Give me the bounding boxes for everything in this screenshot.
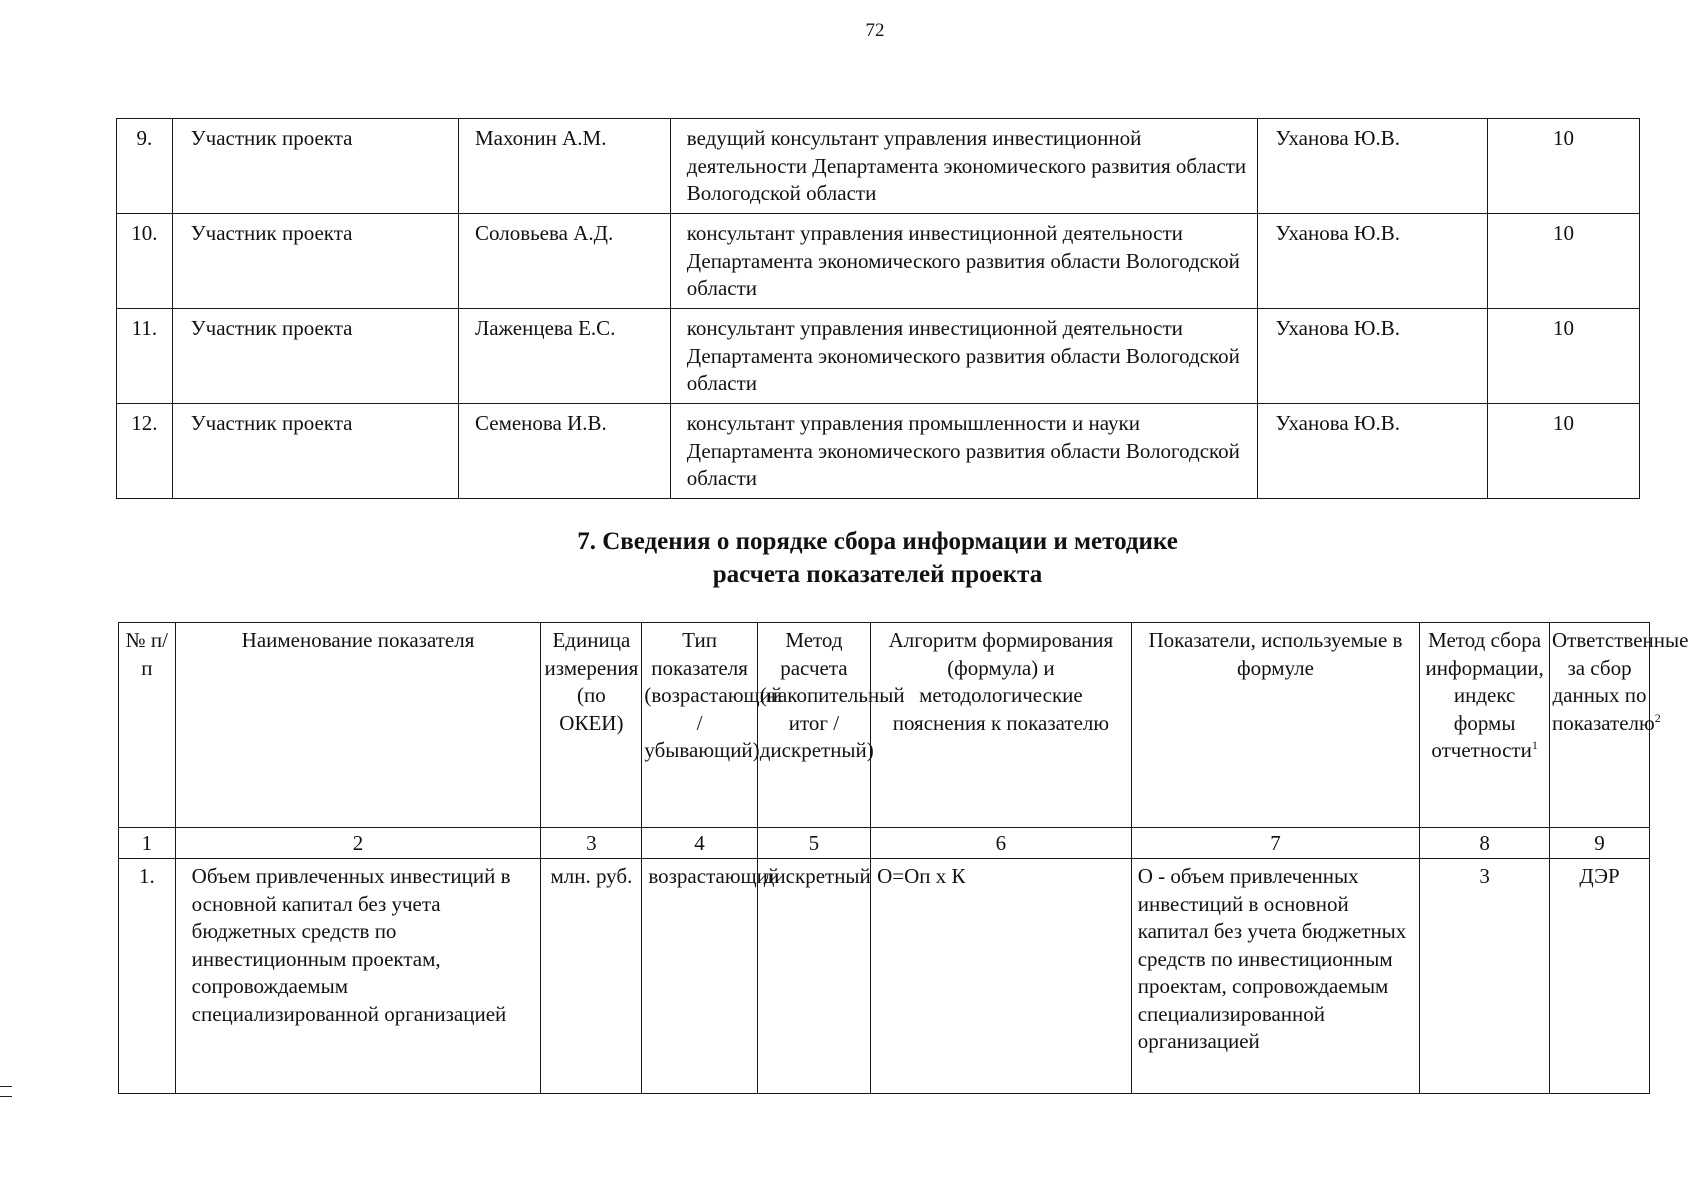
header-responsible bbox=[1550, 623, 1689, 828]
margin-mark bbox=[0, 1086, 12, 1087]
page-number: 72 bbox=[865, 20, 885, 41]
indicator-collection: 3 bbox=[1420, 859, 1550, 1094]
indicators-table bbox=[118, 622, 1689, 1094]
column-number: 5 bbox=[757, 828, 870, 859]
participant-num: 9. bbox=[117, 119, 173, 214]
participant-supervisor: Уханова Ю.В. bbox=[1257, 404, 1487, 499]
column-number: 8 bbox=[1420, 828, 1550, 859]
column-number: 7 bbox=[1131, 828, 1419, 859]
participant-person: Махонин А.М. bbox=[458, 119, 670, 214]
header-unit: Единица измерения (по ОКЕИ) bbox=[541, 623, 642, 828]
participant-role: Участник проекта bbox=[172, 309, 458, 404]
header-type: Тип показателя (возрастающий / убывающий) bbox=[642, 623, 757, 828]
participant-role: Участник проекта bbox=[172, 214, 458, 309]
participant-position: ведущий консультант управления инвестиционной деятельности Департамента экономического развития области Вологодской области bbox=[670, 119, 1257, 214]
participant-percent: 10 bbox=[1488, 119, 1640, 214]
indicator-responsible: ДЭР bbox=[1550, 859, 1650, 1094]
participant-percent: 10 bbox=[1488, 214, 1640, 309]
column-number: 2 bbox=[175, 828, 541, 859]
footnote-1-marker: 1 bbox=[1531, 738, 1538, 752]
participant-percent: 10 bbox=[1488, 309, 1640, 404]
column-number: 1 bbox=[119, 828, 176, 859]
indicator-algorithm: О=Оп х К bbox=[871, 859, 1132, 1094]
participant-num: 12. bbox=[117, 404, 173, 499]
indicator-row bbox=[119, 859, 1650, 1094]
participant-position: консультант управления инвестиционной деятельности Департамента экономического развития области Вологодской области bbox=[670, 309, 1257, 404]
section-title bbox=[420, 525, 1335, 591]
participant-person: Семенова И.В. bbox=[458, 404, 670, 499]
indicator-method: дискретный bbox=[757, 859, 870, 1094]
participant-person: Соловьева А.Д. bbox=[458, 214, 670, 309]
column-number: 3 bbox=[541, 828, 642, 859]
indicator-num: 1. bbox=[119, 859, 176, 1094]
indicators-header-row bbox=[119, 623, 1650, 828]
indicator-type: возрастающий bbox=[642, 859, 757, 1094]
footnote-2-marker: 2 bbox=[1654, 710, 1661, 725]
participant-num: 11. bbox=[117, 309, 173, 404]
margin-mark bbox=[0, 1096, 12, 1097]
participant-supervisor: Уханова Ю.В. bbox=[1257, 214, 1487, 309]
column-numbers-row bbox=[119, 828, 1650, 859]
participant-role: Участник проекта bbox=[172, 119, 458, 214]
participant-row bbox=[117, 404, 1640, 499]
indicator-unit: млн. руб. bbox=[541, 859, 642, 1094]
header-formula-vars: Показатели, используемые в формуле bbox=[1131, 623, 1419, 828]
participant-percent: 10 bbox=[1488, 404, 1640, 499]
participant-row bbox=[117, 214, 1640, 309]
header-algorithm: Алгоритм формирования (формула) и методологические пояснения к показателю bbox=[871, 623, 1132, 828]
header-collection bbox=[1420, 623, 1550, 828]
participant-row bbox=[117, 309, 1640, 404]
indicator-name: Объем привлеченных инвестиций в основной капитал без учета бюджетных средств по инвестиционным проектам, сопровождаемым специализированной организацией bbox=[175, 859, 541, 1094]
participant-role: Участник проекта bbox=[172, 404, 458, 499]
header-responsible-text: Ответственные за сбор данных по показателю bbox=[1552, 628, 1689, 735]
participant-num: 10. bbox=[117, 214, 173, 309]
header-method: Метод расчета (накопительный итог / дискретный) bbox=[757, 623, 870, 828]
participant-position: консультант управления инвестиционной деятельности Департамента экономического развития области Вологодской области bbox=[670, 214, 1257, 309]
header-collection-text: Метод сбора информации, индекс формы отчетности bbox=[1425, 628, 1544, 762]
header-num: № п/п bbox=[119, 623, 176, 828]
section-title-line1: 7. Сведения о порядке сбора информации и методике bbox=[577, 528, 1178, 555]
participant-supervisor: Уханова Ю.В. bbox=[1257, 309, 1487, 404]
column-number: 6 bbox=[871, 828, 1132, 859]
indicator-formula-vars: О - объем привлеченных инвестиций в основной капитал без учета бюджетных средств по инвестиционным проектам, сопровождаемым специализированной организацией bbox=[1131, 859, 1419, 1094]
participant-row bbox=[117, 119, 1640, 214]
participant-position: консультант управления промышленности и науки Департамента экономического развития области Вологодской области bbox=[670, 404, 1257, 499]
participants-table bbox=[116, 118, 1640, 499]
column-number: 9 bbox=[1550, 828, 1650, 859]
participant-person: Лаженцева Е.С. bbox=[458, 309, 670, 404]
column-number: 4 bbox=[642, 828, 757, 859]
participant-supervisor: Уханова Ю.В. bbox=[1257, 119, 1487, 214]
section-title-line2: расчета показателей проекта bbox=[712, 561, 1043, 588]
header-name: Наименование показателя bbox=[175, 623, 541, 828]
